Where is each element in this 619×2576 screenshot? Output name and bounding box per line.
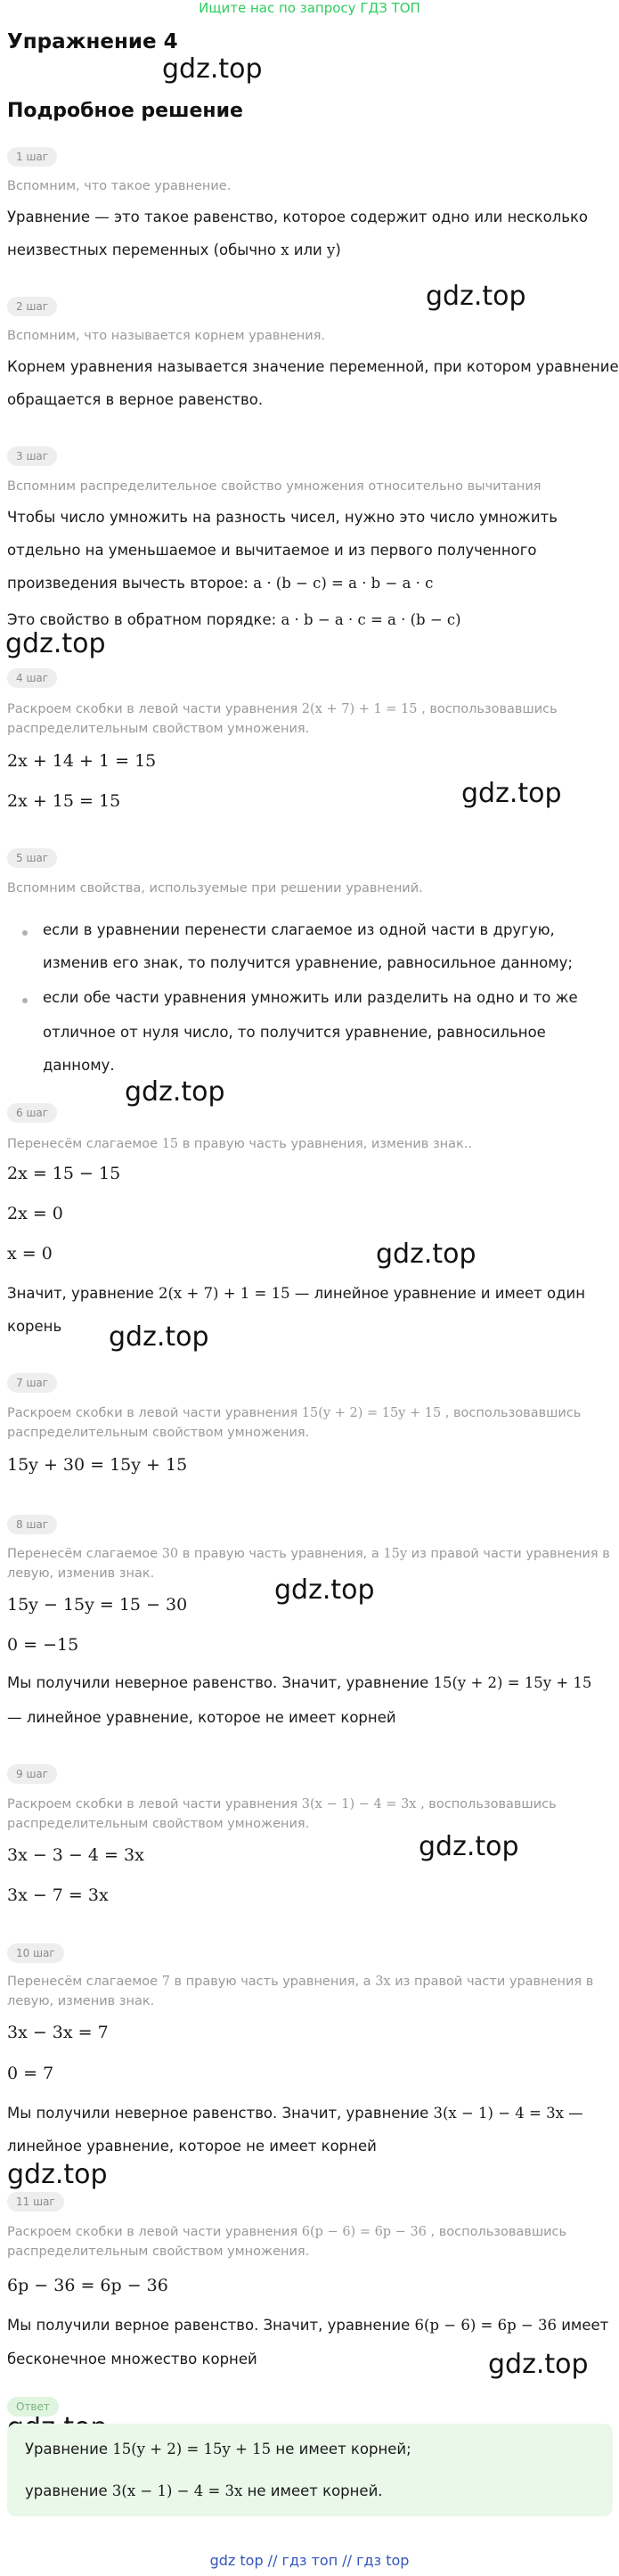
answer-line: Уравнение 15(y + 2) = 15y + 15 не имеет корней; — [25, 2441, 411, 2457]
equation: 0 = 7 — [7, 2064, 54, 2083]
formula: 3(x − 1) − 4 = 3x — [111, 2482, 243, 2499]
equation: 2x = 15 − 15 — [7, 1164, 121, 1183]
watermark: gdz.top — [426, 281, 526, 312]
var-y: y — [327, 241, 336, 258]
step-text: Это свойство в обратном порядке: a · b − a · c = a · (b − c) — [7, 611, 461, 628]
equation: 2x = 0 — [7, 1204, 63, 1223]
step-hint: Вспомним свойства, используемые при решении уравнений. — [7, 881, 423, 895]
equation: 2x + 14 + 1 = 15 — [7, 751, 157, 771]
formula: 6(p − 6) = 6p − 36 — [414, 2317, 557, 2334]
page-title: Упражнение 4 — [7, 30, 178, 53]
watermark: gdz.top — [109, 1321, 209, 1353]
step-badge: 8 шаг — [7, 1515, 57, 1534]
step-hint: Перенесём слагаемое 15 в правую часть уравнения, изменив знак.. — [7, 1137, 473, 1151]
formula: 30 — [161, 1547, 179, 1561]
bullet-icon — [22, 998, 28, 1003]
formula: 2(x + 7) + 1 = 15 — [301, 702, 418, 716]
var-x: x — [281, 241, 289, 258]
step-hint: левую, изменив знак. — [7, 1994, 155, 2008]
list-item: изменив его знак, то получится уравнение, равносильное данному; — [43, 954, 573, 971]
step-hint: Раскроем скобки в левой части уравнения 15(y + 2) = 15y + 15 , воспользовавшись — [7, 1406, 582, 1420]
step-badge: 1 шаг — [7, 147, 57, 167]
step-badge: 3 шаг — [7, 446, 57, 466]
step-text: Чтобы число умножить на разность чисел, нужно это число умножить — [7, 509, 558, 526]
step-hint: Вспомним распределительное свойство умножения относительно вычитания — [7, 479, 542, 494]
step-badge: 7 шаг — [7, 1373, 57, 1393]
step-hint: Перенесём слагаемое 30 в правую часть уравнения, а 15y из правой части уравнения в — [7, 1547, 610, 1561]
equation: x = 0 — [7, 1244, 53, 1263]
formula: 7 — [161, 1975, 170, 1989]
step-badge: 10 шаг — [7, 1943, 64, 1963]
formula: 15 — [161, 1137, 179, 1151]
formula: 15(y + 2) = 15y + 15 — [301, 1406, 442, 1420]
step-text: Корнем уравнения называется значение переменной, при котором уравнение — [7, 358, 619, 375]
step-text: Мы получили верное равенство. Значит, уравнение 6(p − 6) = 6p − 36 имеет — [7, 2317, 609, 2334]
step-hint: левую, изменив знак. — [7, 1566, 155, 1581]
watermark: gdz.top — [125, 1076, 225, 1108]
step-badge: 6 шаг — [7, 1103, 57, 1123]
step-text: отдельно на уменьшаемое и вычитаемое и из первого полученного — [7, 542, 537, 559]
watermark: gdz.top — [7, 2159, 108, 2190]
formula: a · b − a · c = a · (b − c) — [281, 611, 461, 628]
answer-badge: Ответ — [7, 2397, 59, 2417]
step-hint: Перенесём слагаемое 7 в правую часть уравнения, а 3x из правой части уравнения в — [7, 1975, 594, 1989]
formula: 15(y + 2) = 15y + 15 — [112, 2441, 272, 2457]
solution-heading: Подробное решение — [7, 100, 243, 122]
step-hint: Вспомним, что такое уравнение. — [7, 179, 232, 193]
formula: 6(p − 6) = 6p − 36 — [301, 2225, 427, 2239]
step-hint: Раскроем скобки в левой части уравнения 2(x + 7) + 1 = 15 , воспользовавшись — [7, 702, 558, 716]
step-badge: 4 шаг — [7, 668, 57, 688]
watermark: gdz.top — [162, 53, 263, 85]
list-item: отличное от нуля число, то получится уравнение, равносильное данному. — [43, 1024, 546, 1074]
step-text: неизвестных переменных (обычно x или y) — [7, 241, 341, 258]
step-hint: распределительным свойством умножения. — [7, 2245, 310, 2259]
list-item: если в уравнении перенести слагаемое из одной части в другую, — [43, 921, 555, 938]
step-text: бесконечное множество корней — [7, 2351, 257, 2367]
equation: 3x − 3x = 7 — [7, 2023, 109, 2042]
step-badge: 9 шаг — [7, 1764, 57, 1784]
step-text: корень — [7, 1318, 62, 1335]
formula: 15(y + 2) = 15y + 15 — [433, 1674, 592, 1691]
footer-links[interactable]: gdz top // гдз топ // гдз top — [209, 2552, 410, 2569]
step-badge: 5 шаг — [7, 848, 57, 868]
step-text: Мы получили неверное равенство. Значит, уравнение 15(y + 2) = 15y + 15 — [7, 1674, 592, 1691]
bullet-icon — [22, 930, 28, 936]
list-item: если обе части уравнения умножить или разделить на одно и то же — [43, 989, 578, 1006]
equation: 15y + 30 = 15y + 15 — [7, 1455, 188, 1475]
search-banner[interactable]: Ищите нас по запросу ГДЗ ТОП — [199, 0, 420, 16]
equation: 2x + 15 = 15 — [7, 791, 121, 811]
step-hint: распределительным свойством умножения. — [7, 1426, 310, 1440]
equation: 0 = −15 — [7, 1635, 79, 1655]
equation: 15y − 15y = 15 − 30 — [7, 1595, 188, 1615]
equation: 3x − 7 = 3x — [7, 1885, 109, 1905]
watermark: gdz.top — [488, 2349, 589, 2380]
step-text: линейное уравнение, которое не имеет корней — [7, 2138, 377, 2155]
formula: 2(x + 7) + 1 = 15 — [158, 1285, 290, 1302]
step-hint: Раскроем скобки в левой части уравнения 6(p − 6) = 6p − 36 , воспользовавшись — [7, 2225, 567, 2239]
watermark: gdz.top — [274, 1574, 375, 1606]
formula: a · (b − c) = a · b − a · c — [253, 575, 434, 592]
watermark: gdz.top — [376, 1239, 476, 1270]
equation: 6p − 36 = 6p − 36 — [7, 2276, 168, 2295]
step-text: Значит, уравнение 2(x + 7) + 1 = 15 — линейное уравнение и имеет один — [7, 1285, 586, 1302]
step-text: Уравнение — это такое равенство, которое содержит одно или несколько — [7, 209, 589, 225]
step-badge: 11 шаг — [7, 2192, 64, 2212]
step-hint: Вспомним, что называется корнем уравнения. — [7, 329, 326, 343]
watermark: gdz.top — [5, 628, 106, 659]
formula: 3(x − 1) − 4 = 3x — [433, 2105, 564, 2122]
formula: 15y — [383, 1547, 408, 1561]
step-text: обращается в верное равенство. — [7, 391, 264, 408]
step-hint: Раскроем скобки в левой части уравнения 3(x − 1) − 4 = 3x , воспользовавшись — [7, 1797, 557, 1811]
step-hint: распределительным свойством умножения. — [7, 722, 310, 736]
answer-line: уравнение 3(x − 1) − 4 = 3x не имеет корней. — [25, 2482, 383, 2499]
step-text: — линейное уравнение, которое не имеет корней — [7, 1709, 396, 1726]
step-text: произведения вычесть второе: a · (b − c) = a · b − a · c — [7, 575, 434, 592]
equation: 3x − 3 − 4 = 3x — [7, 1845, 144, 1865]
watermark: gdz.top — [419, 1831, 519, 1862]
step-text: Мы получили неверное равенство. Значит, уравнение 3(x − 1) − 4 = 3x — — [7, 2105, 583, 2122]
step-hint: распределительным свойством умножения. — [7, 1817, 310, 1831]
watermark: gdz.top — [461, 778, 562, 809]
formula: 3x — [375, 1975, 391, 1989]
step-badge: 2 шаг — [7, 297, 57, 316]
formula: 3(x − 1) − 4 = 3x — [301, 1797, 417, 1811]
